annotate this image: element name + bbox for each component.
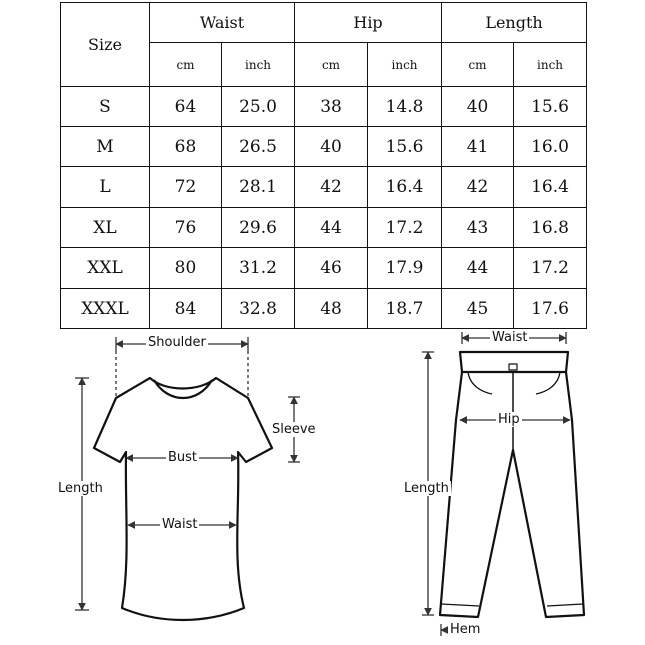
table-cell: 17.2 — [514, 248, 587, 289]
table-cell: 29.6 — [222, 208, 295, 248]
table-cell: 31.2 — [222, 248, 295, 289]
pants-length-label: Length — [404, 481, 449, 496]
pants-waist-label: Waist — [492, 330, 528, 345]
table-cell: 38 — [295, 87, 368, 127]
unit-cell: cm — [442, 43, 514, 87]
size-cell: XL — [61, 208, 150, 248]
table-cell: 68 — [150, 127, 222, 167]
table-cell: 43 — [442, 208, 514, 248]
table-cell: 44 — [442, 248, 514, 289]
table-cell: 17.2 — [368, 208, 442, 248]
table-cell: 48 — [295, 289, 368, 329]
table-cell: 76 — [150, 208, 222, 248]
sleeve-label: Sleeve — [272, 422, 316, 437]
table-cell: 25.0 — [222, 87, 295, 127]
table-cell: 16.4 — [368, 167, 442, 208]
length-header: Length — [442, 3, 587, 43]
tshirt-outline — [94, 378, 272, 620]
jeans-outline — [440, 352, 584, 617]
size-cell: M — [61, 127, 150, 167]
unit-cell: cm — [295, 43, 368, 87]
size-cell: S — [61, 87, 150, 127]
unit-cell: inch — [222, 43, 295, 87]
table-cell: 14.8 — [368, 87, 442, 127]
table-cell: 15.6 — [368, 127, 442, 167]
table-cell: 32.8 — [222, 289, 295, 329]
size-header: Size — [61, 3, 150, 87]
bust-label: Bust — [168, 450, 198, 465]
table-cell: 17.6 — [514, 289, 587, 329]
table-cell: 40 — [295, 127, 368, 167]
waist-header: Waist — [150, 3, 295, 43]
table-cell: 80 — [150, 248, 222, 289]
unit-cell: inch — [368, 43, 442, 87]
shoulder-label: Shoulder — [148, 335, 206, 350]
table-cell: 15.6 — [514, 87, 587, 127]
table-cell: 45 — [442, 289, 514, 329]
table-cell: 28.1 — [222, 167, 295, 208]
table-cell: 42 — [295, 167, 368, 208]
pants-hip-label: Hip — [498, 412, 520, 427]
shirt-length-label: Length — [58, 481, 103, 496]
table-cell: 26.5 — [222, 127, 295, 167]
table-cell: 18.7 — [368, 289, 442, 329]
unit-cell: cm — [150, 43, 222, 87]
shirt-waist-label: Waist — [162, 517, 198, 532]
size-cell: L — [61, 167, 150, 208]
table-cell: 42 — [442, 167, 514, 208]
shirt-dimension-lines — [75, 337, 300, 610]
hip-header: Hip — [295, 3, 442, 43]
table-cell: 84 — [150, 289, 222, 329]
table-cell: 17.9 — [368, 248, 442, 289]
hem-label: Hem — [450, 622, 481, 637]
table-cell: 16.4 — [514, 167, 587, 208]
size-cell: XXXL — [61, 289, 150, 329]
table-cell: 40 — [442, 87, 514, 127]
table-cell: 72 — [150, 167, 222, 208]
size-cell: XXL — [61, 248, 150, 289]
table-cell: 16.0 — [514, 127, 587, 167]
table-cell: 44 — [295, 208, 368, 248]
table-cell: 16.8 — [514, 208, 587, 248]
table-cell: 41 — [442, 127, 514, 167]
table-cell: 64 — [150, 87, 222, 127]
unit-cell: inch — [514, 43, 587, 87]
table-cell: 46 — [295, 248, 368, 289]
